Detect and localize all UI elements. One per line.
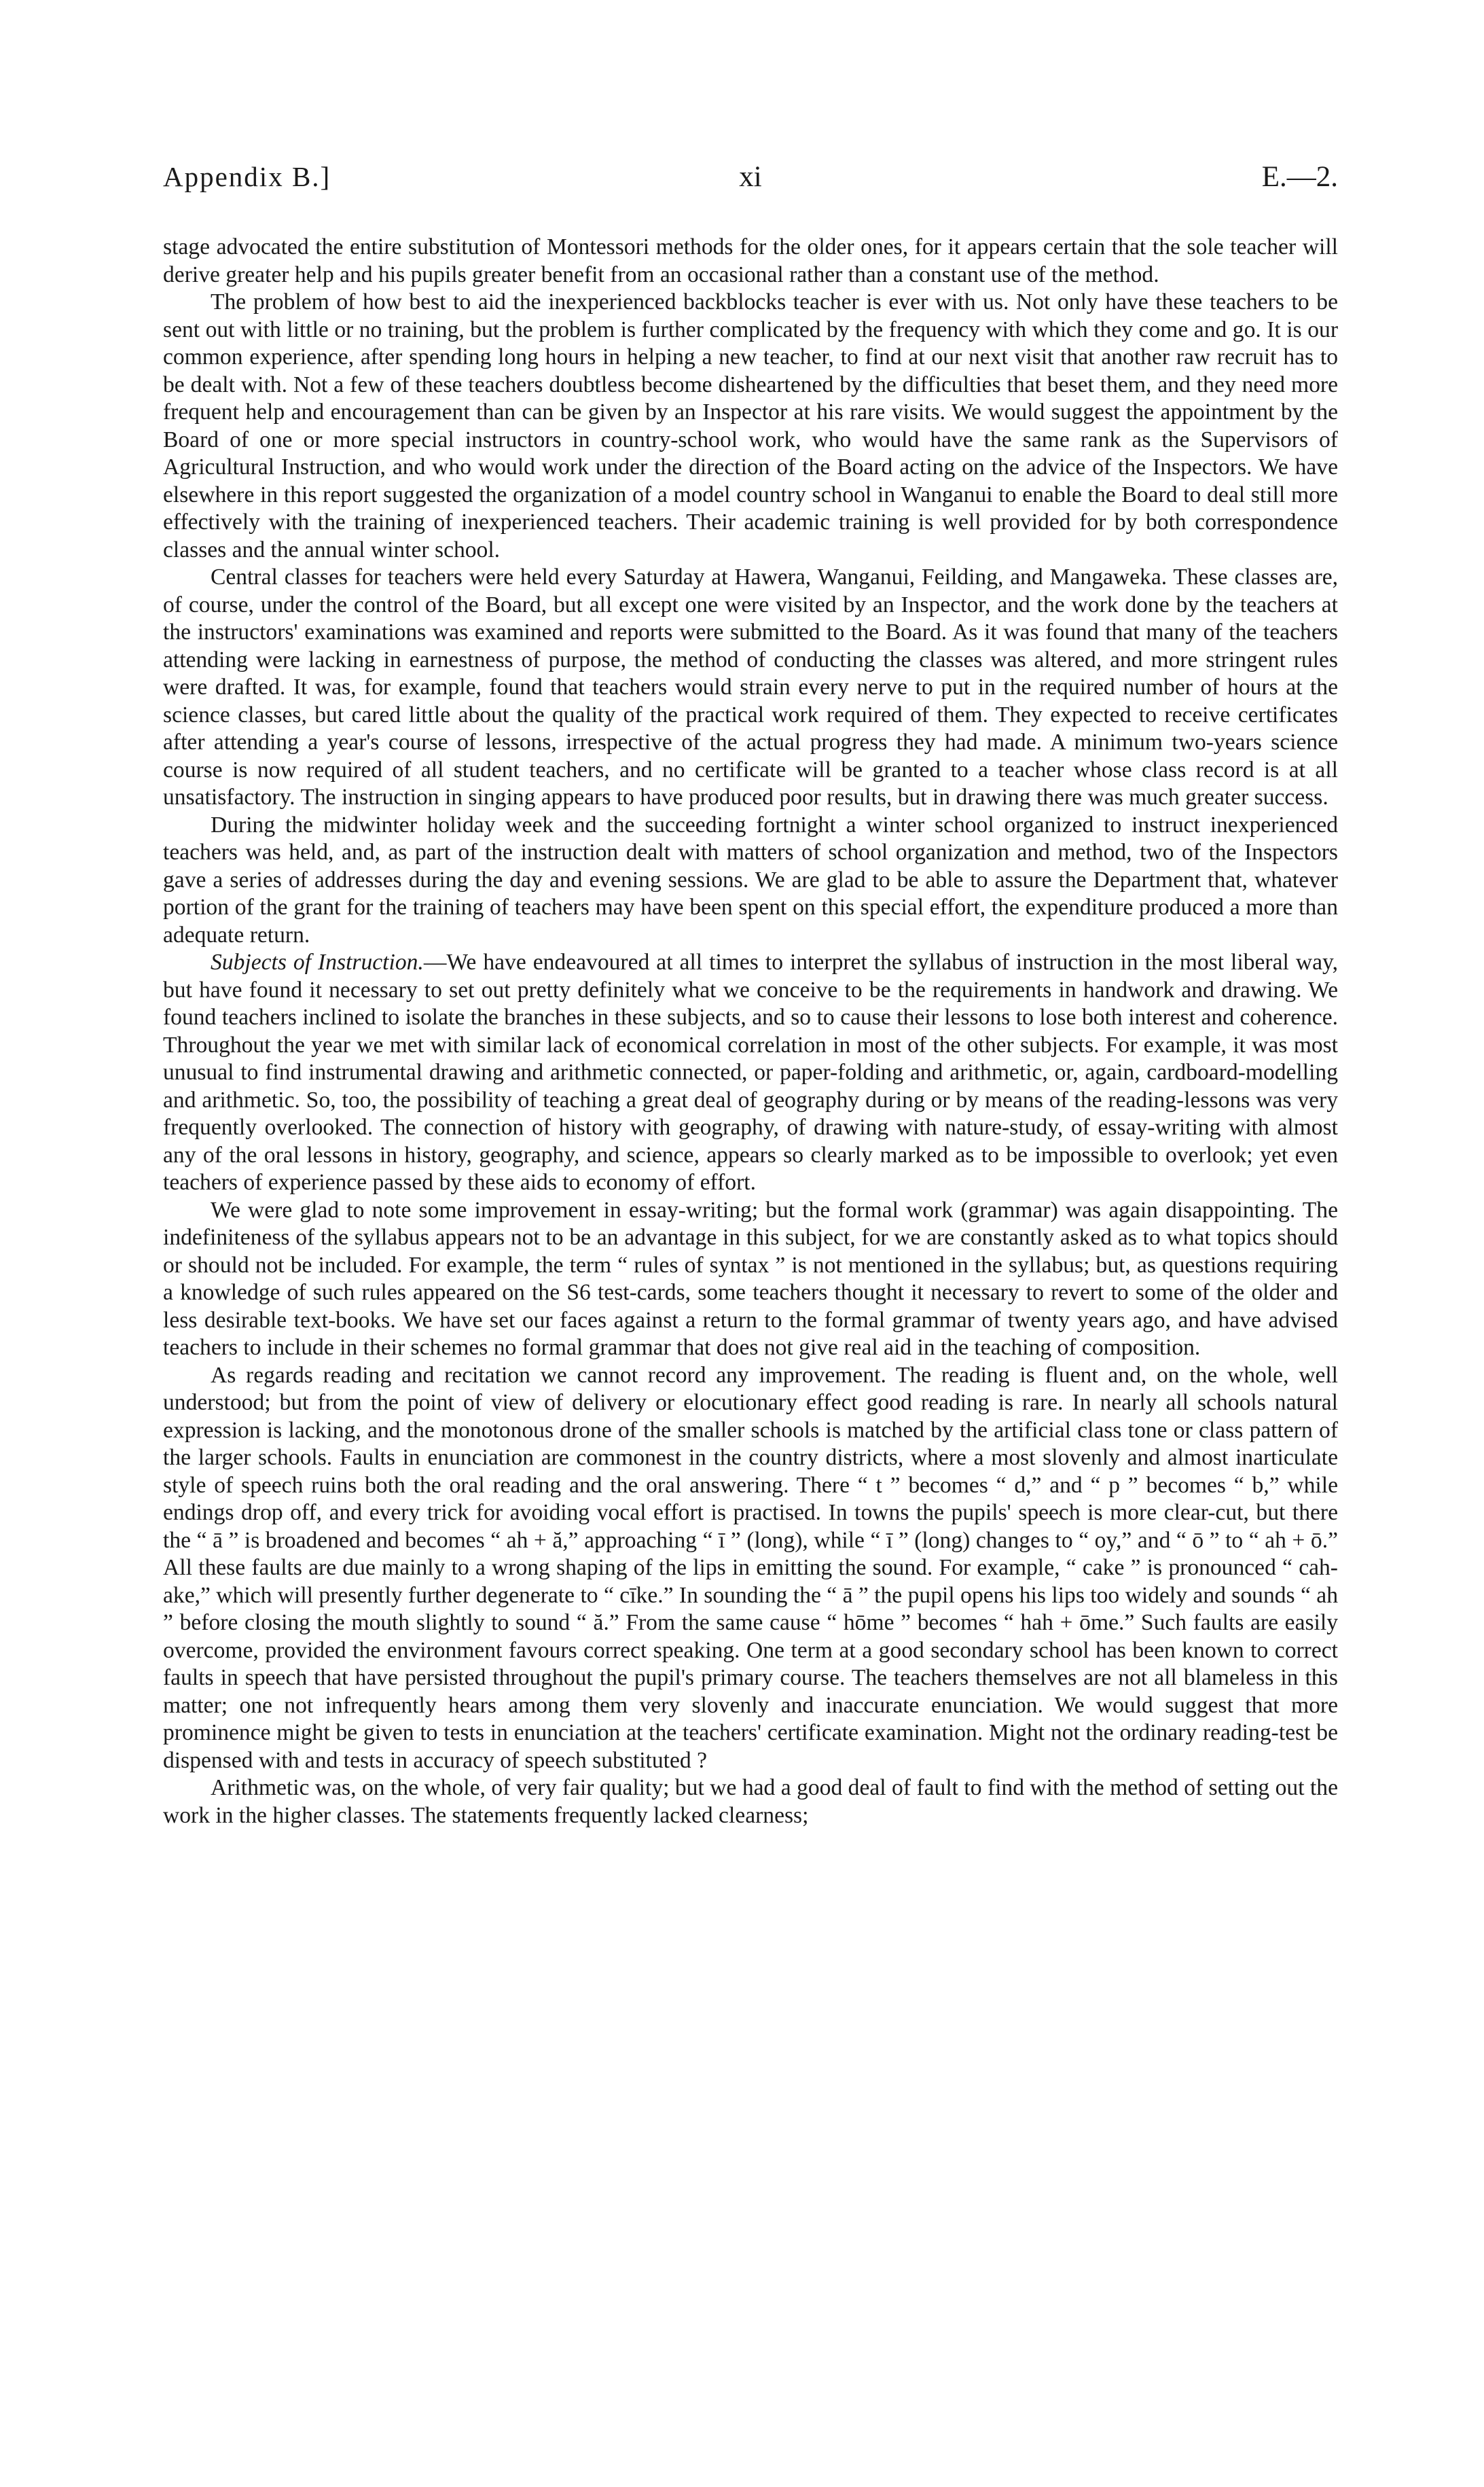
paragraph-text: Central classes for teachers were held every Saturday at Hawera, Wanganui, Feilding, and Mangaweka. These classes are, of course, under the control of the Board, but all except one were visited by an Inspector, and the work done by the teachers at the instructors' examinations was examined and reports were submitted to the Board. As it was found that many of the teachers attending were lacking in earnestness of purpose, the method of conducting the classes was altered, and more stringent rules were drafted. It was, for example, found that teachers would strain every nerve to put in the required number of hours at the science classes, but cared little about the quality of the practical work required of them. They expected to receive certificates after attending a year's course of lessons, irrespective of the actual progress they had made. A minimum two-years science course is now required of all student teachers, and no certificate will be granted to a teacher whose class record is at all unsatisfactory. The instruction in singing appears to have produced poor results, but in drawing there was much greater success. [163, 565, 1338, 810]
paragraph [163, 1197, 1338, 1362]
paragraph-text: —We have endeavoured at all times to interpret the syllabus of instruction in the most liberal way, but have found it necessary to set out pretty definitely what we conceive to be the requirements in handwork and drawing. We found teachers inclined to isolate the branches in these subjects, and so to cause their lessons to lose both interest and coherence. Throughout the year we met with similar lack of economical correlation in most of the other subjects. For example, it was most unusual to find instrumental drawing and arithmetic connected, or paper-folding and arithmetic, or, again, cardboard-modelling and arithmetic. So, too, the possibility of teaching a great deal of geography during or by means of the reading-lessons was very frequently overlooked. The connection of history with geography, of drawing with nature-study, of essay-writing with almost any of the oral lessons in history, geography, and science, appears so clearly marked as to be impossible to overlook; yet even teachers of experience passed by these aids to economy of effort. [163, 950, 1338, 1195]
paragraph [163, 289, 1338, 564]
paragraph-text: As regards reading and recitation we cannot record any improvement. The reading is fluent and, on the whole, well understood; but from the point of view of delivery or elocutionary effect good reading is rare. In nearly all schools natural expression is lacking, and the monotonous drone of the smaller schools is matched by the artificial class tone or class pattern of the larger schools. Faults in enunciation are commonest in the country districts, where a most slovenly and almost inarticulate style of speech ruins both the oral reading and the oral answering. There “ t ” becomes “ d,” and “ p ” becomes “ b,” while endings drop off, and every trick for avoiding vocal effort is practised. In towns the pupils' speech is more clear-cut, but there the “ ā ” is broadened and becomes “ ah + ă,” approaching “ ī ” (long), while “ ī ” (long) changes to “ oy,” and “ ō ” to “ ah + ō.” All these faults are due mainly to a wrong shaping of the lips in emitting the sound. For example, “ cake ” is pronounced “ cah-ake,” which will presently further degenerate to “ cīke.” In sounding the “ ā ” the pupil opens his lips too widely and sounds “ ah ” before closing the mouth slightly to sound “ ă.” From the same cause “ hōme ” becomes “ hah + ōme.” Such faults are easily overcome, provided the environment favours correct speaking. One term at a good secondary school has been known to correct faults in speech that have persisted throughout the pupil's primary course. The teachers themselves are not all blameless in this matter; one not infrequently hears among them very slovenly and inaccurate enunciation. We would suggest that more prominence might be given to tests in enunciation at the teachers' certificate examination. Might not the ordinary reading-test be dispensed with and tests in accuracy of speech substituted ? [163, 1362, 1338, 1773]
paragraph-text: We were glad to note some improvement in essay-writing; but the formal work (grammar) was again disappointing. The indefiniteness of the syllabus appears not to be an advantage in this subject, for we are constantly asked as to what topics should or should not be included. For example, the term “ rules of syntax ” is not mentioned in the syllabus; but, as questions requiring a knowledge of such rules appeared on the S6 test-cards, some teachers thought it necessary to revert to some of the older and less desirable text-books. We have set our faces against a return to the formal grammar of twenty years ago, and have advised teachers to include in their schemes no formal grammar that does not give real aid in the teaching of composition. [163, 1197, 1338, 1360]
paragraph-text: Arithmetic was, on the whole, of very fair quality; but we had a good deal of fault to find with the method of setting out the work in the higher classes. The statements frequently lacked clearness; [163, 1775, 1338, 1828]
paragraph-text: During the midwinter holiday week and the succeeding fortnight a winter school organized to instruct inexperienced teachers was held, and, as part of the instruction dealt with matters of school organization and method, two of the Inspectors gave a series of addresses during the day and evening sessions. We are glad to be able to assure the Department that, whatever portion of the grant for the training of teachers may have been spent on this special effort, the expenditure produced a more than adequate return. [163, 812, 1338, 948]
paragraph [163, 949, 1338, 1197]
page-header [163, 160, 1338, 201]
page-number: xi [739, 161, 762, 193]
paragraph [163, 564, 1338, 812]
paragraph [163, 1774, 1338, 1829]
paragraph-text: The problem of how best to aid the inexperienced backblocks teacher is ever with us. Not only have these teachers to be sent out with little or no training, but the problem is further complicated by the frequency with which they come and go. It is our common experience, after spending long hours in helping a new teacher, to find at our next visit that another raw recruit has to be dealt with. Not a few of these teachers doubtless become disheartened by the difficulties that beset them, and they need more frequent help and encouragement than can be given by an Inspector at his rare visits. We would suggest the appointment by the Board of one or more special instructors in country-school work, who would have the same rank as the Supervisors of Agricultural Instruction, and who would work under the direction of the Board acting on the advice of the Inspectors. We have elsewhere in this report suggested the organization of a model country school in Wanganui to enable the Board to deal still more effectively with the training of inexperienced teachers. Their academic training is well provided for by both correspondence classes and the annual winter school. [163, 289, 1338, 562]
paragraph [163, 1362, 1338, 1775]
paragraph [163, 234, 1338, 289]
appendix-label: Appendix B.] [163, 161, 331, 192]
body-text [163, 234, 1338, 1829]
section-heading: Subjects of Instruction. [211, 950, 424, 975]
document-code: E.—2. [1261, 161, 1338, 193]
paragraph-text: stage advocated the entire substitution of Montessori methods for the older ones, for it appears certain that the sole teacher will derive greater help and his pupils greater benefit from an occasional rather than a constant use of the method. [163, 234, 1338, 287]
paragraph [163, 812, 1338, 950]
